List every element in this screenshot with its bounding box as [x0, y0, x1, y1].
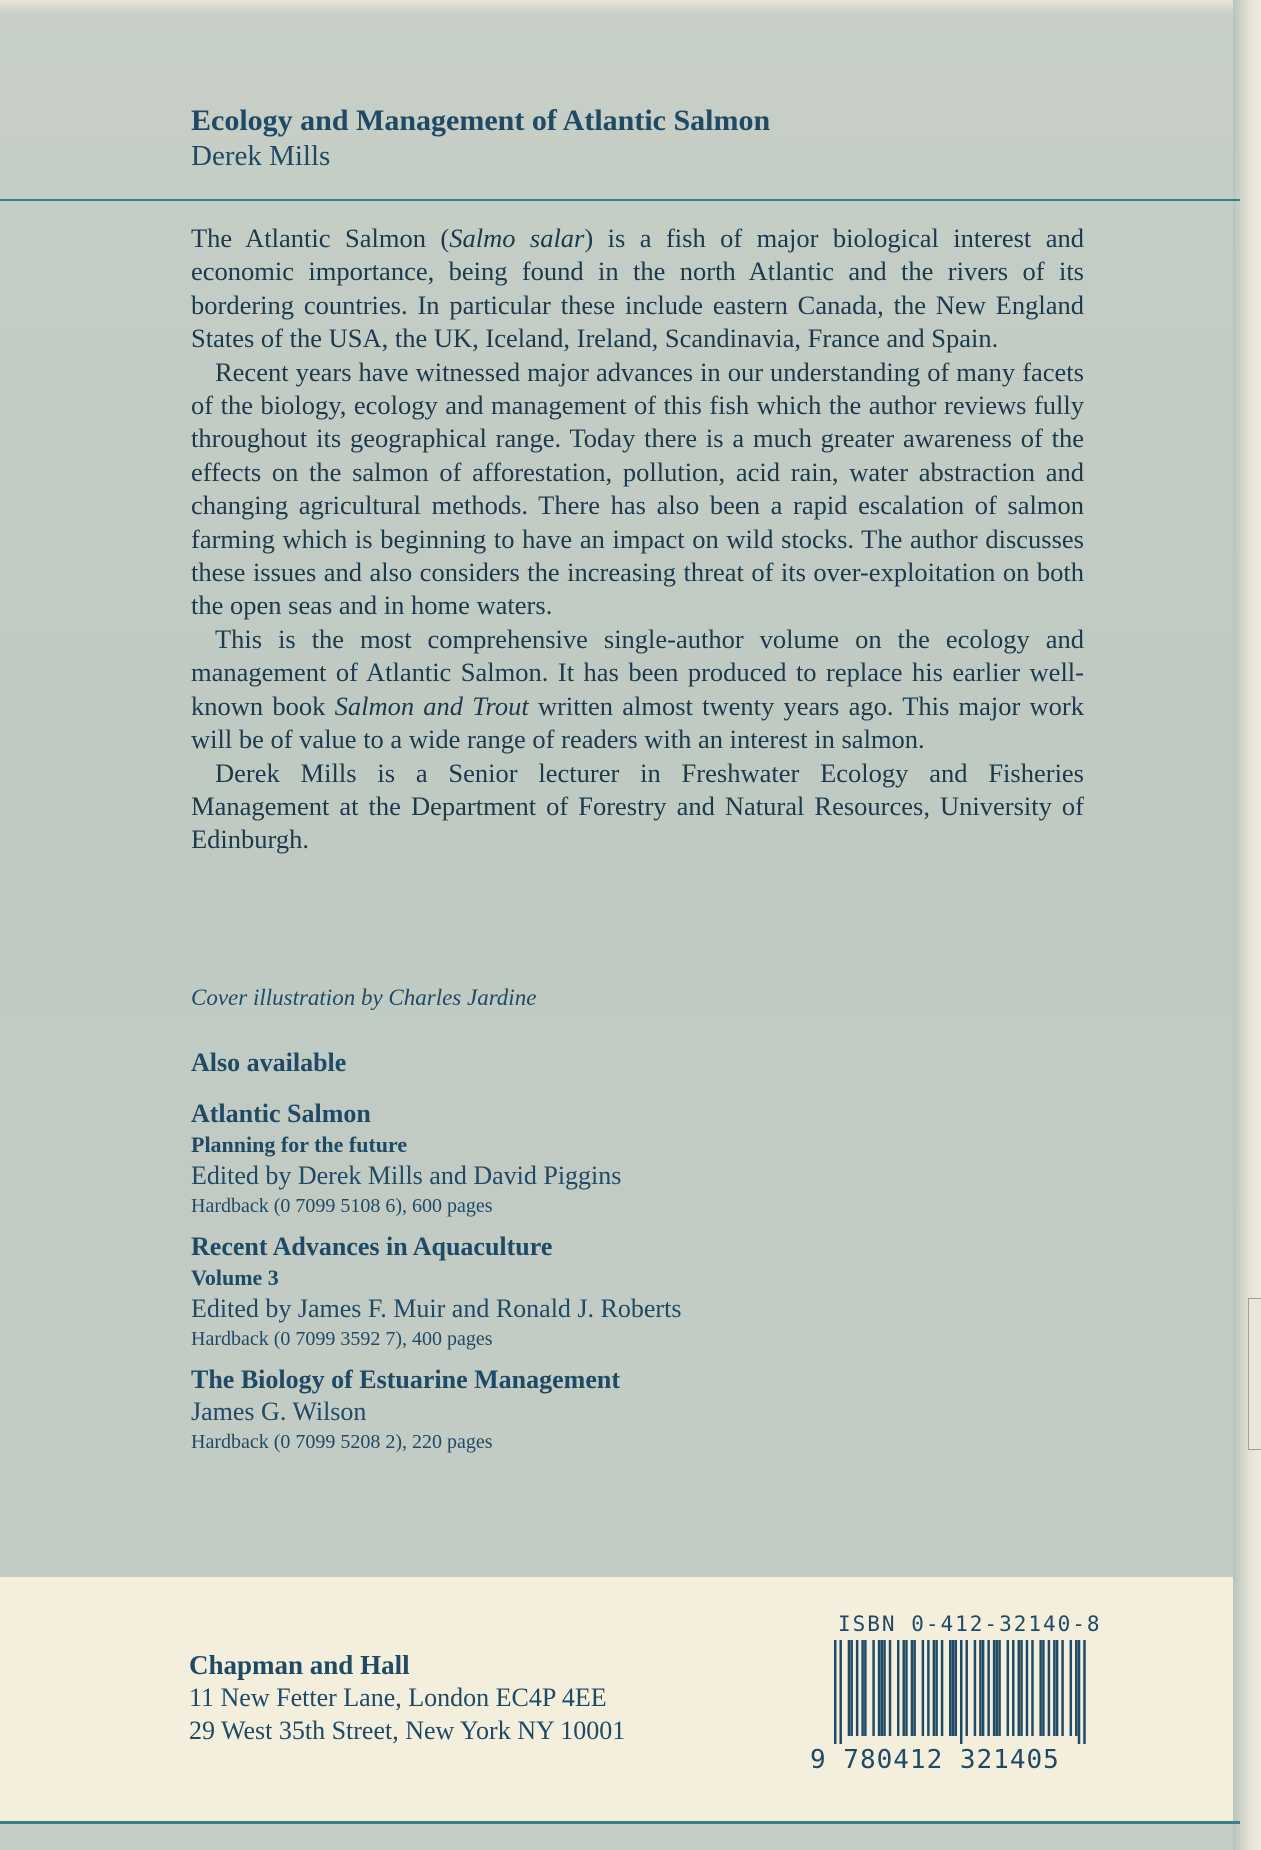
blurb-paragraph-3 — [191, 623, 1084, 757]
related-book — [191, 1364, 1091, 1456]
related-book-info: Hardback (0 7099 5208 2), 220 pages — [191, 1431, 493, 1453]
barcode-bar — [897, 1640, 899, 1736]
barcode-bar — [935, 1640, 937, 1736]
related-book-info: Hardback (0 7099 3592 7), 400 pages — [191, 1328, 493, 1350]
barcode-bar — [1056, 1640, 1058, 1736]
barcode-bar — [883, 1640, 885, 1736]
library-sticker — [1248, 1298, 1261, 1450]
barcode-bar — [982, 1640, 984, 1736]
barcode-bar — [902, 1640, 904, 1736]
barcode-bar — [1026, 1640, 1028, 1736]
header-rule — [0, 199, 1240, 201]
related-book-editors: Edited by Derek Mills and David Piggins — [191, 1161, 622, 1190]
barcode-bar — [834, 1640, 836, 1744]
bottom-rule — [0, 1821, 1240, 1824]
barcode-bar — [878, 1640, 880, 1736]
publisher-name: Chapman and Hall — [189, 1650, 410, 1680]
barcode-bar — [872, 1640, 874, 1736]
barcode-bar — [952, 1640, 954, 1736]
barcode-bar — [1018, 1640, 1020, 1736]
related-book-info: Hardback (0 7099 5108 6), 600 pages — [191, 1195, 493, 1217]
barcode-bar — [1083, 1640, 1085, 1744]
barcode-bar — [949, 1640, 951, 1736]
blurb-text: This is the most comprehensive single-author volume on the ecology and management of Atlantic Salmon. It has been produced to replace his earlier well-known book — [191, 623, 1084, 721]
blurb-paragraph-4: Derek Mills is a Senior lecturer in Freshwater Ecology and Fisheries Management at the Department of Forestry and Natural Resources, University of Edinburgh. — [191, 757, 1084, 855]
barcode-bar — [996, 1640, 998, 1736]
barcode-bar — [1007, 1640, 1009, 1736]
barcode-bar — [1048, 1640, 1050, 1736]
cover-right-edge — [1233, 0, 1261, 1850]
barcode-bar — [941, 1640, 943, 1736]
also-available-heading: Also available — [191, 1048, 347, 1077]
barcode-bar — [889, 1640, 891, 1736]
barcode-bar — [1078, 1640, 1080, 1744]
barcode-bar — [905, 1640, 907, 1736]
barcode-bar — [974, 1640, 976, 1736]
barcode-bar — [960, 1640, 962, 1744]
publisher-address-london: 11 New Fetter Lane, London EC4P 4EE — [189, 1683, 607, 1712]
barcode-bar — [839, 1640, 841, 1744]
barcode-bar — [1075, 1640, 1077, 1736]
barcode-bar — [979, 1640, 981, 1736]
barcode-bar — [1012, 1640, 1014, 1736]
publisher-address-new-york: 29 West 35th Street, New York NY 10001 — [189, 1716, 626, 1745]
barcode-bar — [1053, 1640, 1055, 1736]
cover-illustration-credit: Cover illustration by Charles Jardine — [191, 985, 537, 1010]
related-book — [191, 1098, 1091, 1220]
barcode-bar — [1042, 1640, 1044, 1736]
related-book-title: Recent Advances in Aquaculture — [191, 1232, 553, 1261]
blurb-paragraph-1 — [191, 222, 1084, 356]
blurb-text: The Atlantic Salmon ( — [191, 223, 450, 253]
isbn-label: ISBN 0-412-32140-8 — [838, 1612, 1102, 1636]
blurb-text: ) is a fish of major biological interest and economic importance, being found in the north Atlantic and the rivers of its bordering countries. In particular these include eastern Canada, the New England States of the USA, the UK, Iceland, Ireland, Scandinavia, France and Spain. — [191, 223, 1084, 354]
related-book-title: Atlantic Salmon — [191, 1099, 371, 1128]
blurb — [191, 222, 1084, 857]
barcode-digits: 9 780412 321405 — [810, 1745, 1060, 1775]
barcode-bar — [987, 1640, 989, 1736]
book-title: Ecology and Management of Atlantic Salmon — [191, 104, 771, 137]
barcode-bar — [864, 1640, 866, 1736]
species-name: Salmo salar — [449, 223, 585, 253]
barcode-bar — [965, 1640, 967, 1736]
related-book-editors: James G. Wilson — [191, 1397, 367, 1426]
related-book-title: The Biology of Estuarine Management — [191, 1365, 620, 1394]
blurb-text: written almost twenty years ago. This major work will be of value to a wide range of readers with an interest in salmon. — [191, 690, 1085, 755]
barcode-bar — [922, 1640, 924, 1736]
earlier-book-title: Salmon and Trout — [334, 690, 529, 721]
barcode-bar — [955, 1640, 957, 1736]
related-book-editors: Edited by James F. Muir and Ronald J. Roberts — [191, 1294, 682, 1323]
book-author: Derek Mills — [191, 140, 331, 172]
barcode-bar — [993, 1640, 995, 1736]
barcode-bar — [1070, 1640, 1072, 1736]
barcode-bar — [927, 1640, 929, 1736]
barcode-bar — [998, 1640, 1000, 1736]
barcode — [834, 1640, 1086, 1752]
barcode-bar — [1039, 1640, 1041, 1736]
related-book-subtitle: Planning for the future — [191, 1132, 408, 1157]
barcode-bar — [856, 1640, 858, 1736]
barcode-bar — [1031, 1640, 1033, 1736]
barcode-bar — [1020, 1640, 1022, 1736]
related-book — [191, 1231, 1091, 1353]
related-book-subtitle: Volume 3 — [191, 1265, 279, 1290]
cover-top-edge — [0, 0, 1261, 14]
barcode-bars — [834, 1640, 1086, 1744]
barcode-bar — [881, 1640, 883, 1736]
blurb-paragraph-2: Recent years have witnessed major advances in our understanding of many facets of the biology, ecology and management of this fish which the author reviews fully throughout its geographical range. Today there is a much greater awareness of the effects on the salmon of afforestation, pollution, acid rain, water abstraction and changing agricultural methods. There has also been a rapid escalation of salmon farming which is beginning to have an impact on wild stocks. The author discusses these issues and also considers the increasing threat of its over-exploitation on both the open seas and in home waters. — [191, 356, 1084, 621]
barcode-bar — [848, 1640, 850, 1736]
barcode-bar — [1061, 1640, 1063, 1736]
barcode-bar — [861, 1640, 863, 1736]
barcode-bar — [911, 1640, 913, 1736]
barcode-bar — [850, 1640, 852, 1736]
barcode-bar — [933, 1640, 935, 1736]
barcode-bar — [913, 1640, 915, 1736]
